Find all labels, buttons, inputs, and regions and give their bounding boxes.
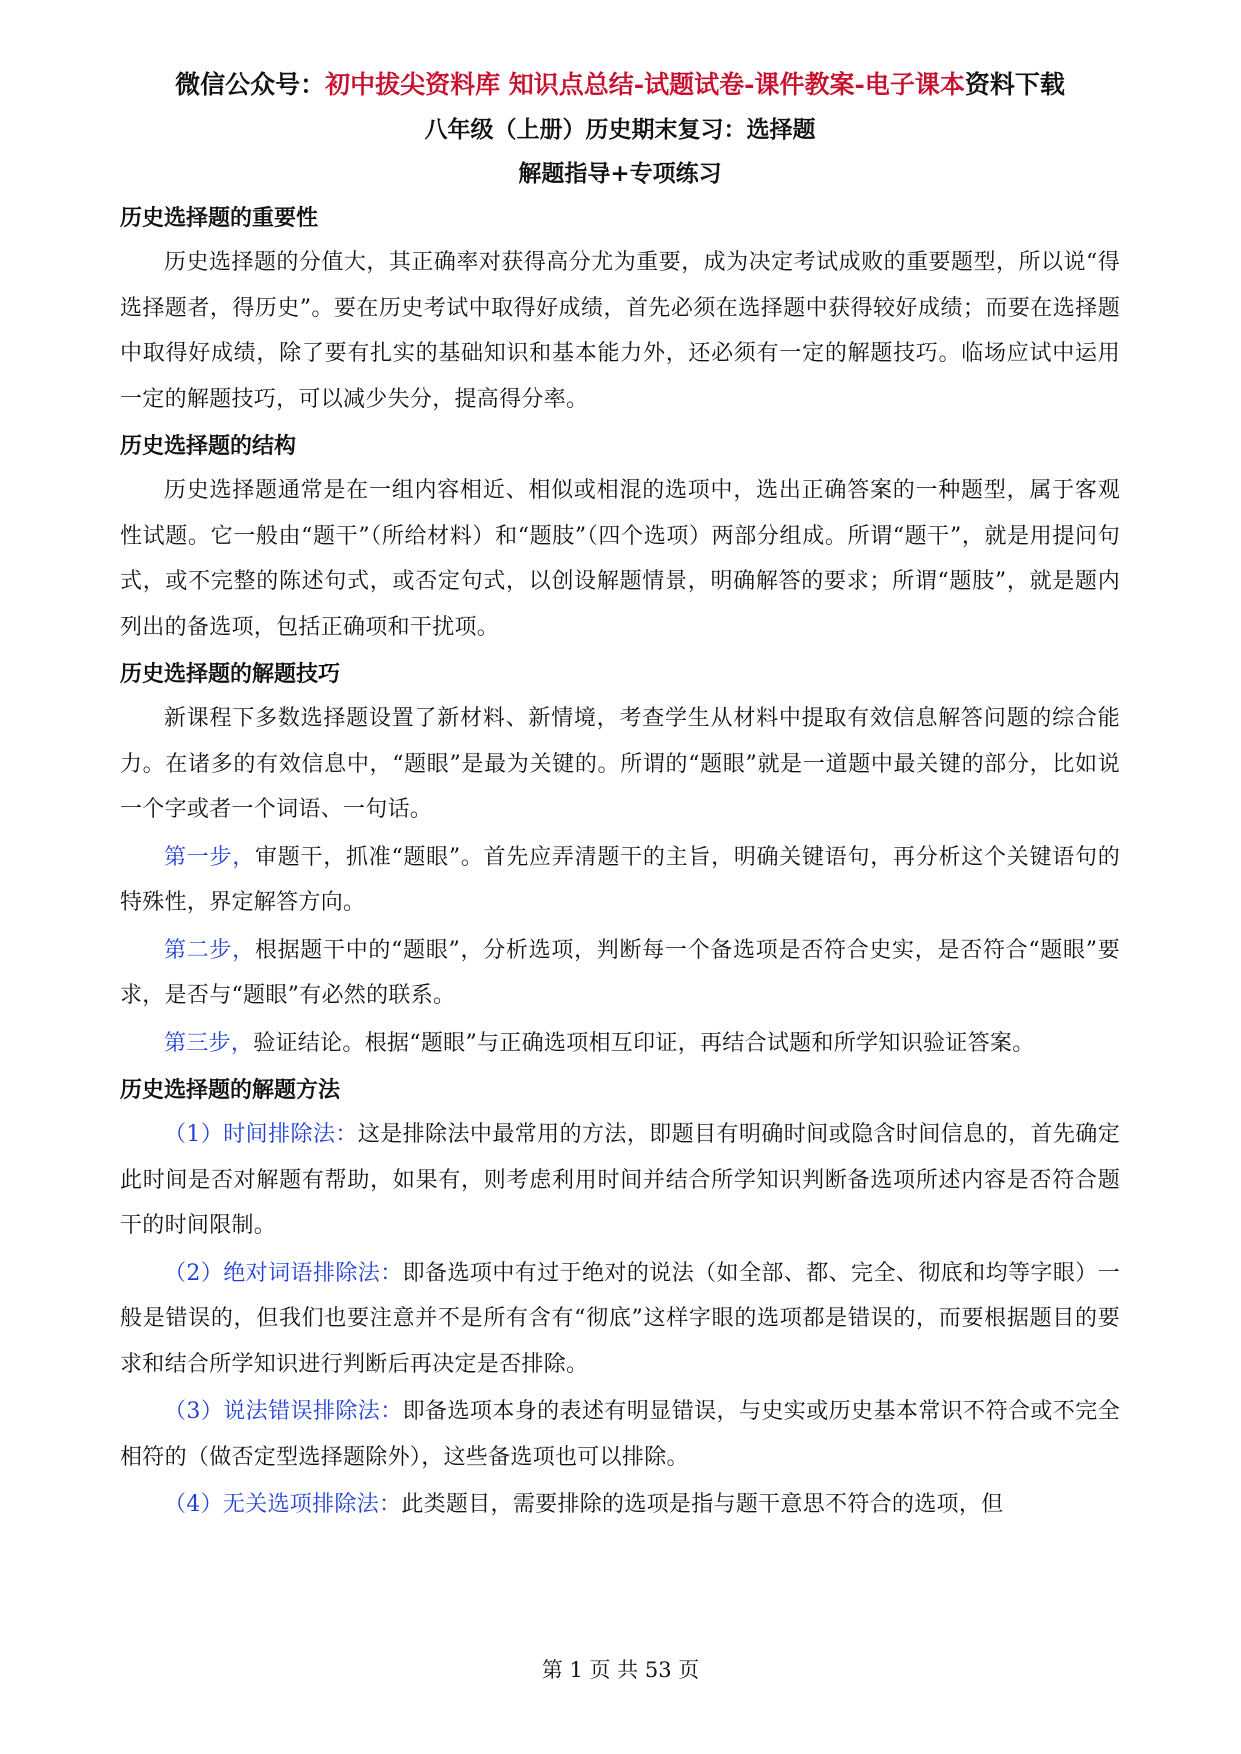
paragraph-structure: 历史选择题通常是在一组内容相近、相似或相混的选项中，选出正确答案的一种题型，属于客观性试题。它一般由“题干”（所给材料）和“题肢”（四个选项）两部分组成。所谓“题干”，就是用提问句式，或不完整的陈述句式，或否定句式，以创设解题情景，明确解答的要求；所谓“题肢”，就是题内列出的备选项，包括正确项和干扰项。 [120, 478, 1120, 640]
paragraph-method-3 [120, 1389, 1120, 1480]
step-1-text: 审题干，抓准“题眼”。首先应弄清题干的主旨，明确关键语句，再分析这个关键语句的特殊性，界定解答方向。 [120, 844, 1121, 915]
method-1-label: （1）时间排除法： [164, 1122, 358, 1147]
page-subtitle: 解题指导+专项练习 [518, 160, 722, 187]
paragraph-step-3 [120, 1021, 1120, 1067]
section-heading-importance: 历史选择题的重要性 [120, 205, 319, 231]
paragraph-importance: 历史选择题的分值大，其正确率对获得高分尤为重要，成为决定考试成败的重要题型，所以说“得选择题者，得历史”。要在历史考试中取得好成绩，首先必须在选择题中获得较好成绩；而要在选择题中取得好成绩，除了要有扎实的基础知识和基本能力外，还必须有一定的解题技巧。临场应试中运用一定的解题技巧，可以减少失分，提高得分率。 [120, 250, 1120, 412]
step-1-label: 第一步， [164, 844, 255, 870]
paragraph-method-1 [120, 1112, 1120, 1249]
step-3-label: 第三步， [164, 1030, 254, 1056]
step-2-label: 第二步， [164, 937, 255, 963]
method-4-text: 此类题目，需要排除的选项是指与题干意思不符合的选项，但 [401, 1492, 1004, 1517]
step-2-text: 根据题干中的“题眼”，分析选项，判断每一个备选项是否符合史实，是否符合“题眼”要求，是否与“题眼”有必然的联系。 [120, 937, 1120, 1008]
paragraph-method-4 [120, 1482, 1120, 1528]
section-heading-methods: 历史选择题的解题方法 [120, 1077, 341, 1103]
paragraph-skills: 新课程下多数选择题设置了新材料、新情境，考查学生从材料中提取有效信息解答问题的综合能力。在诸多的有效信息中，“题眼”是最为关键的。所谓的“题眼”就是一道题中最关键的部分，比如说一个字或者一个词语、一句话。 [120, 706, 1120, 822]
page-footer: 第 1 页 共 53 页 [541, 1658, 700, 1682]
document-page [120, 62, 1120, 1530]
method-4-label: （4）无关选项排除法： [164, 1492, 402, 1517]
method-3-text: 即备选项本身的表述有明显错误，与史实或历史基本常识不符合或不完全相符的（做否定型选择题除外），这些备选项也可以排除。 [120, 1399, 1120, 1470]
step-3-text: 验证结论。根据“题眼”与正确选项相互印证，再结合试题和所学知识验证答案。 [253, 1030, 1035, 1056]
banner-prefix: 微信公众号： [175, 70, 326, 99]
banner-highlight: 初中拔尖资料库 知识点总结-试题试卷-课件教案-电子课本 [325, 70, 965, 99]
paragraph-method-2 [120, 1251, 1120, 1388]
method-2-label: （2）绝对词语排除法： [164, 1260, 403, 1286]
method-2-text: 即备选项中有过于绝对的说法（如全部、都、完全、彻底和均等字眼）一般是错误的，但我们也要注意并不是所有含有“彻底”这样字眼的选项都是错误的，而要根据题目的要求和结合所学知识进行判断后再决定是否排除。 [120, 1260, 1120, 1377]
method-1-text: 这是排除法中最常用的方法，即题目有明确时间或隐含时间信息的，首先确定此时间是否对解题有帮助，如果有，则考虑利用时间并结合所学知识判断备选项所述内容是否符合题干的时间限制。 [120, 1122, 1121, 1238]
section-heading-skills: 历史选择题的解题技巧 [120, 661, 341, 687]
page-title: 八年级（上册）历史期末复习：选择题 [424, 116, 816, 143]
banner [120, 62, 1120, 108]
paragraph-step-2 [120, 928, 1120, 1019]
banner-suffix: 资料下载 [964, 70, 1065, 99]
method-3-label: （3）说法错误排除法： [164, 1399, 403, 1424]
section-heading-structure: 历史选择题的结构 [120, 433, 297, 459]
paragraph-step-1 [120, 835, 1120, 926]
